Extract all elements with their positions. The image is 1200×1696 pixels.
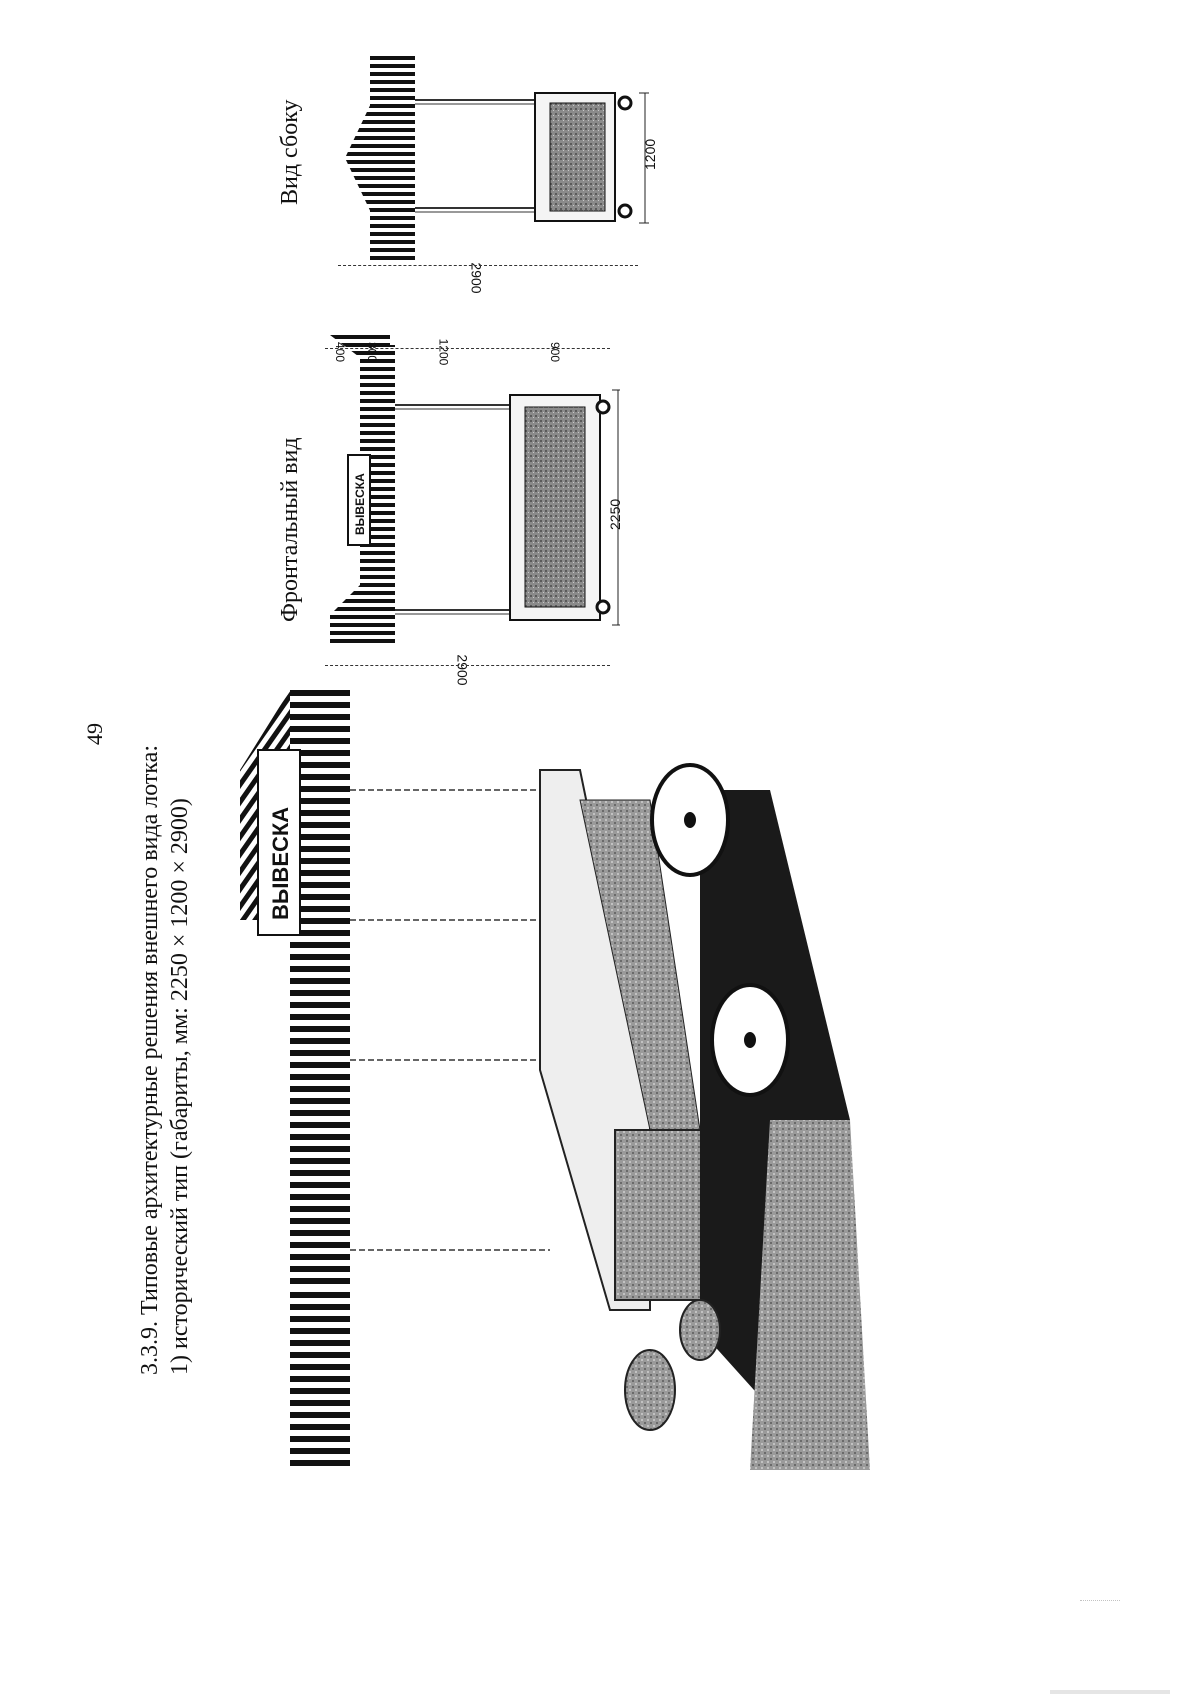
front-dim-width: 2250	[607, 498, 623, 530]
front-dim-seg-roof-top: 400	[333, 341, 348, 363]
front-dim-seg-middle: 1200	[436, 338, 451, 366]
front-view-title: Фронтальный вид	[277, 437, 303, 622]
front-dim-line-top	[325, 348, 610, 349]
front-wheel-1	[597, 401, 609, 413]
render-stool	[625, 1350, 675, 1430]
front-dim-line-height	[325, 665, 610, 666]
side-dim-depth: 1200	[642, 138, 658, 170]
front-view-drawing	[320, 335, 620, 675]
section-heading: 3.3.9. Типовые архитектурные решения внешнего вида лотка:	[137, 745, 163, 1375]
side-view-title: Вид сбоку	[277, 99, 303, 205]
front-wheel-2	[597, 601, 609, 613]
side-counter-panel	[550, 103, 605, 211]
render-counter-panel-front	[615, 1130, 705, 1300]
side-wheel-1	[619, 97, 631, 109]
front-dim-seg-roof: 300	[365, 341, 380, 363]
side-dim-height-total: 2900	[468, 262, 485, 294]
kiosk-render-illustration	[230, 690, 870, 1470]
scan-artifact-bottom	[1050, 1690, 1170, 1694]
front-counter-panel	[525, 407, 585, 607]
section-subheading: 1) исторический тип (габариты, мм: 2250 × 1200 × 2900)	[167, 798, 193, 1375]
front-dim-height-total: 2900	[454, 654, 471, 686]
side-wheel-2	[619, 205, 631, 217]
side-view-drawing	[335, 48, 665, 278]
side-dim-line-height	[338, 265, 638, 266]
render-sign-text: ВЫВЕСКА	[268, 806, 293, 920]
front-sign-text: ВЫВЕСКА	[353, 473, 367, 535]
page-number: 49	[82, 723, 107, 745]
front-dim-seg-bottom: 900	[548, 341, 563, 363]
scan-artifact	[1080, 1600, 1120, 1613]
